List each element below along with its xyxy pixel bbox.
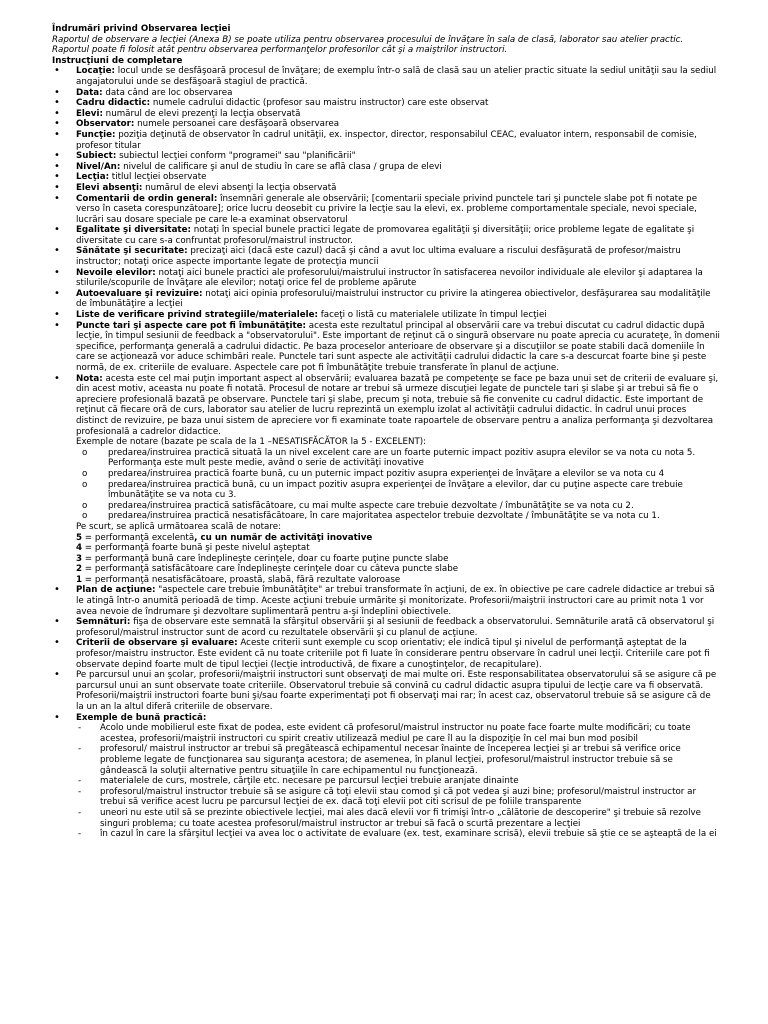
instructions-list-continued: [52, 585, 720, 691]
item-text: fişa de observare este semnată la sfârşitul observării şi al sesiunii de feedback a observatorului. Semnăturile arată că observatorul şi profesorul/maistrul instructor sunt de acord cu rezultatele observării şi cu planul de acţiune.: [76, 617, 715, 638]
grading-example: o predarea/instruirea practică situată la un nivel excelent care are un foarte puternic impact pozitiv asupra elevilor se va nota cu nota 5. Performanţa este mult peste medie, având o serie de activităţi inovative: [52, 448, 720, 469]
scale-text: = performanţă bună care îndeplineşte cerinţele, doar cu foarte puţine puncte slabe: [82, 553, 449, 564]
item-term: Semnături:: [76, 617, 131, 628]
good-practice-item: - profesorul/ maistrul instructor ar trebui să pregătească echipamentul necesar înainte de începerea lecţiei şi ar trebui să verifice orice probleme legate de funcţionarea sau siguranţa acestora; de asemenea, în planul lecţiei, profesorul/maistrul instructor trebuie să se gândească la soluţii alternative pentru situaţiile în care echipamentul nu funcţionează.: [52, 744, 720, 776]
paragraph: Profesorii/maiştrii instructori foarte buni şi/sau foarte experimentaţi pot fi observaţi mai rar; în acest caz, observatorul trebuie să se asigure că de la un an la altul diferă criteriile de observare.: [76, 691, 711, 712]
scale-text: = performanţă excelentă: [82, 532, 195, 543]
item-text: însemnări generale ale observării; [comentarii speciale privind punctele tari şi punctele slabe pot fi notate pe verso în caseta corespunzătoare]; orice lucru deosebit cu privire la lecţie sau la elevi, ex. probleme comportamentale speciale, nevoi speciale, lucrări sau dosare speciale pe care le-a examinat observatorul: [76, 193, 698, 225]
item-text: titlul lecţiei observate: [109, 172, 207, 183]
list-item: [52, 670, 720, 691]
list-item: [52, 246, 720, 267]
item-term: Comentarii de ordin general:: [76, 193, 218, 204]
good-practice-title: Exemple de bună practică:: [76, 712, 207, 723]
list-item: [52, 713, 720, 724]
list-item: [52, 289, 720, 310]
grading-example: o predarea/instruirea practică satisfăcătoare, cu mai multe aspecte care trebuie dezvoltate / îmbunătăţite se va nota cu 2.: [52, 501, 720, 512]
item-term: Puncte tari şi aspecte care pot fi îmbunătăţite:: [76, 320, 306, 331]
good-practice-section: [52, 713, 720, 724]
scale-row: [76, 575, 720, 586]
document-page: [52, 24, 720, 840]
list-item: [52, 162, 720, 173]
scale-text: = performanţă foarte bună şi peste nivelul aşteptat: [82, 543, 310, 554]
scale-number: 5: [76, 532, 83, 543]
item-term: Nivel/An:: [76, 161, 121, 172]
item-text: Aceste criterii sunt exemple cu scop orientativ; ele indică tipul şi nivelul de performanţă aşteptat de la profesor/maistru instructor. Este evident că nu toate criteriile pot fi luate în considerare pentru observare în cadrul unei lecţii. Criteriile care pot fi observate depind foarte mult de tipul lecţiei (lecţie introductivă, de fixare a cunoştinţelor, de recapitulare).: [76, 638, 710, 670]
list-item: [52, 225, 720, 246]
item-text: subiectul lecţiei conform "programei" sau "planificării": [116, 151, 356, 162]
list-item: [52, 183, 720, 194]
scale-text: = performanţă nesatisfăcătoare, proastă, slabă, fără rezultate valoroase: [82, 574, 401, 585]
item-text: precizaţi aici (dacă este cazul) dacă şi când a avut loc ultima evaluare a riscului desfăşurată de profesor/maistru instructor; notaţi orice aspecte importante legate de protecţia muncii: [76, 246, 681, 268]
scale-row: [76, 554, 720, 565]
item-text: nivelul de calificare şi anul de studiu în care se află clasa / grupa de elevi: [120, 161, 442, 172]
list-item: [52, 268, 720, 289]
grading-examples-list: [52, 448, 720, 522]
page-title: Îndrumări privind Observarea lecţiei: [52, 24, 231, 34]
scale-intro: Pe scurt, se aplică următoarea scală de notare:: [76, 521, 282, 532]
item-term: Nota:: [76, 373, 103, 384]
scale-emphasis: , cu un număr de activităţi inovative: [194, 532, 373, 543]
scale-number: 2: [76, 564, 83, 575]
list-item: [52, 98, 720, 109]
section-heading: Instrucţiuni de completare: [52, 55, 183, 66]
list-item: [52, 374, 720, 438]
item-term: Subiect:: [76, 151, 117, 162]
item-term: Elevi absenţi:: [76, 182, 143, 193]
item-text: numele cadrului didactic (profesor sau maistru instructor) care este observat: [150, 98, 489, 109]
item-term: Funcţie:: [76, 129, 116, 140]
scale-row: [76, 533, 720, 544]
scale-number: 3: [76, 553, 83, 564]
grading-example: o predarea/instruirea practică bună, cu un impact pozitiv asupra experienţei de învăţare a elevilor, dar cu puţine aspecte care trebuie îmbunătăţite se va nota cu 3.: [52, 480, 720, 501]
item-text: notaţi aici bunele practici ale profesorului/maistrului instructor în satisfacerea nevoilor individuale ale elevilor şi adaptarea la stilurile/scopurile de învăţare ale elevilor; notaţi orice fel de probleme apărute: [76, 267, 703, 289]
item-term: Lecţia:: [76, 172, 110, 183]
item-text: Pe parcursul unui an şcolar, profesorii/maiştrii instructori sunt observaţi de mai multe ori. Este responsabilitatea observatorului să se asigure că pe parcursul unui an sunt observate toate criteriile. Observatorul trebuie să convină cu cadrul didactic asupra tipului de lecţie care va fi observată.: [76, 670, 717, 691]
scale-number: 4: [76, 543, 83, 554]
item-term: Sănătate şi securitate:: [76, 246, 188, 257]
good-practice-list: [52, 723, 720, 840]
item-text: notaţi în special bunele practici legate de promovarea egalităţii şi diversităţii; orice probleme legate de egalitate şi diversitate cu care s-a confruntat profesorul/maistrul instructor.: [76, 225, 695, 246]
list-item: [52, 617, 720, 638]
item-text: acesta este cel mai puţin important aspect al observării; evaluarea bazată pe competenţe se face pe baza unui set de criterii de evaluare şi, din acest motiv, aceasta nu poate fi notată. Procesul de notare ar trebui să urmeze discuţiei legate de punctele tari şi slabe şi ar trebui să fie o apreciere profesională bazată pe observare. Punctele tari şi slabe, precum şi nota, trebuie să fie convenite cu cadrul didactic. Este important de reţinut că fiecare oră de curs, laborator sau atelier de lucru reprezintă un exemplu izolat al activităţii cadrului didactic. În cadrul unui proces distinct de revizuire, pe baza unui sistem de apreciere vor fi examinate toate rapoartele de observare pentru a analiza performanţa şi dezvoltarea profesională a cadrelor didactice.: [76, 373, 719, 437]
good-practice-item: - în cazul în care la sfârşitul lecţiei va avea loc o activitate de evaluare (ex. test, examinare scrisă), elevii trebuie să ştie ce se aşteaptă de la ei: [52, 829, 720, 840]
list-item: [52, 321, 720, 374]
item-term: Egalitate şi diversitate:: [76, 225, 191, 236]
list-item: [52, 109, 720, 120]
list-item: [52, 88, 720, 99]
item-text: poziţia deţinută de observator în cadrul unităţii, ex. inspector, director, responsabilul CEAC, evaluator intern, responsabil de comisie, profesor titular: [76, 129, 697, 151]
item-text: acesta este rezultatul principal al observării care va trebui discutat cu cadrul didactic după lecţie, în timpul sesiunii de feedback a "observatorului". Este important de reţinut că o singură observare nu poate aprecia cu acurateţe, în domenii specifice, performanţa generală a cadrului didactic. Pe baza proceselor anterioare de observare şi a discuţiilor se poate stabili dacă domeniile în care se acţionează vor aduce schimbări reale. Punctele tari sunt aspecte ale activităţii cadrului didactic la care s-a descurcat foarte bine şi peste normă, de ex. criteriile de evaluare. Aspectele care pot fi îmbunătăţite trebuie transferate în planul de acţiune.: [76, 320, 720, 373]
list-item: [52, 119, 720, 130]
grading-intro: Exemple de notare (bazate pe scala de la 1 –NESATISFĂCĂTOR la 5 - EXCELENT):: [76, 437, 427, 448]
item-term: Cadru didactic:: [76, 98, 151, 109]
list-item: [52, 638, 720, 670]
item-term: Elevi:: [76, 108, 103, 119]
list-item: [52, 66, 720, 87]
list-item: [52, 172, 720, 183]
item-text: "aspectele care trebuie îmbunătăţite" ar trebui transformate în acţiuni, de ex. în obiective pe care cadrele didactice ar trebui să le atingă într-o anumită perioadă de timp. Aceste acţiuni trebuie urmărite şi monitorizate. Profesorii/maiştrii instructori care au primit nota 1 vor avea nevoie de îndrumare şi dezvoltare suplimentară pentru a-şi îndeplini obiectivele.: [76, 585, 715, 617]
item-term: Criterii de observare şi evaluare:: [76, 638, 238, 649]
grading-example: o predarea/instruirea practică foarte bună, cu un puternic impact pozitiv asupra experienţei de învăţare a elevilor se va nota cu 4: [52, 469, 720, 480]
item-text: faceţi o listă cu materialele utilizate în timpul lecţiei: [317, 310, 547, 321]
item-term: Nevoile elevilor:: [76, 267, 156, 278]
list-item: [52, 585, 720, 617]
item-term: Locaţie:: [76, 66, 116, 77]
item-text: locul unde se desfăşoară procesul de învăţare; de exemplu într-o sală de clasă sau un atelier practic situate la sediul unităţii sau la sediul angajatorului unde se desfăşoară stagiul de practică.: [76, 66, 717, 87]
item-text: data când are loc observarea: [102, 87, 233, 98]
good-practice-item: - uneori nu este util să se prezinte obiectivele lecţiei, mai ales dacă elevii vor fi trimişi într-o „călătorie de descoperire" şi trebuie să rezolve singuri problema; cu toate acestea profesorul/maistrul instructor ar trebui să facă o scurtă prezentare a lecţiei: [52, 808, 720, 829]
good-practice-item: - materialele de curs, mostrele, cărţile etc. necesare pe parcursul lecţiei trebuie aranjate dinainte: [52, 776, 720, 787]
item-term: Liste de verificare privind strategiile/materialele:: [76, 310, 318, 321]
grading-example: o predarea/instruirea practică nesatisfăcătoare, în care majoritatea aspectelor trebuie dezvoltate / îmbunătăţite se va nota cu 1.: [52, 511, 720, 522]
grading-scale: [52, 533, 720, 586]
item-term: Observator:: [76, 119, 135, 130]
item-text: numele persoanei care desfăşoară observarea: [134, 119, 340, 130]
item-term: Autoevaluare şi revizuire:: [76, 288, 203, 299]
item-term: Plan de acţiune:: [76, 585, 156, 596]
list-item: [52, 310, 720, 321]
instructions-list: [52, 66, 720, 437]
intro-paragraph: Raportul de observare a lecţiei (Anexa B) se poate utiliza pentru observarea procesului de învăţare în sala de clasă, laborator sau atelier practic. Raportul poate fi folosit atât pentru observarea performanţelor profesorilor cât şi a maiştrilor instructori.: [52, 34, 684, 56]
item-text: numărul de elevi prezenţi la lecţia observată: [102, 108, 301, 119]
list-item: [52, 194, 720, 226]
list-item: [52, 130, 720, 151]
good-practice-item: - profesorul/maistrul instructor trebuie să se asigure că toţi elevii stau comod şi că pot vedea şi auzi bine; profesorul/maistrul instructor ar trebui să verifice acest lucru pe parcursul lecţiei de ex. dacă toţi elevii pot citi scrisul de pe foliile transparente: [52, 787, 720, 808]
good-practice-item: - Acolo unde mobilierul este fixat de podea, este evident că profesorul/maistrul instructor nu poate face foarte multe modificări; cu toate acestea, profesorii/maiştrii instructori cu spirit creativ utilizează mediul pe care îl au la dispoziţie în cel mai bun mod posibil: [52, 723, 720, 744]
scale-text: = performanţă satisfăcătoare care îndeplineşte cerinţele doar cu câteva puncte slabe: [82, 564, 459, 575]
scale-row: [76, 543, 720, 554]
item-term: Data:: [76, 87, 103, 98]
item-text: numărul de elevi absenţi la lecţia observată: [142, 182, 337, 193]
item-text: notaţi aici opinia profesorului/maistrului instructor cu privire la atingerea obiectivelor, desfăşurarea sau modalităţile de îmbunătăţire a lecţiei: [76, 288, 711, 310]
scale-number: 1: [76, 574, 83, 585]
scale-row: [76, 564, 720, 575]
list-item: [52, 151, 720, 162]
